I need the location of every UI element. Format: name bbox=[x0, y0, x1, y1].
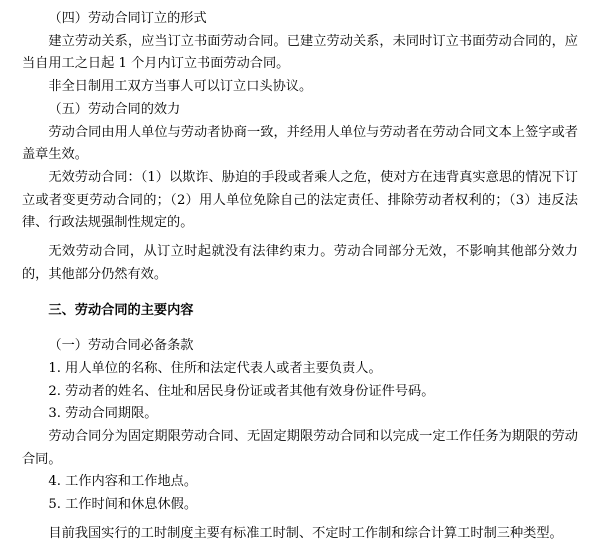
paragraph-section-five-heading: （五）劳动合同的效力 bbox=[48, 101, 181, 117]
paragraph-part-time-oral-agreement: 非全日制用工双方当事人可以订立口头协议。 bbox=[48, 79, 313, 95]
paragraph-subsection-one-heading: （一）劳动合同必备条款 bbox=[48, 338, 194, 354]
paragraph-working-hour-systems: 目前我国实行的工时制度主要有标准工时制、不定时工作制和综合计算工时制三种类型。 bbox=[48, 525, 563, 541]
list-item-employer-info: 1. 用人单位的名称、住所和法定代表人或者主要负责人。 bbox=[48, 360, 382, 376]
list-item-contract-term: 3. 劳动合同期限。 bbox=[48, 406, 158, 422]
spacer-three bbox=[22, 323, 578, 335]
section-heading-three: 三、劳动合同的主要内容 bbox=[48, 303, 194, 319]
list-item-working-hours: 5. 工作时间和休息休假。 bbox=[48, 497, 198, 513]
paragraph-section-four-heading: （四）劳动合同订立的形式 bbox=[48, 11, 207, 26]
list-item-work-content: 4. 工作内容和工作地点。 bbox=[48, 474, 198, 490]
paragraph-invalid-contract-list: 无效劳动合同：（1）以欺诈、胁迫的手段或者乘人之危，使对方在违背真实意思的情况下订立或者变更劳动合同的；（2）用人单位免除自己的法定责任、排除劳动者权利的；（3）违反法律、行政法规强制性规定的。 bbox=[22, 169, 578, 231]
paragraph-invalid-contract-effect: 无效劳动合同，从订立时起就没有法律约束力。劳动合同部分无效，不影响其他部分效力的，其他部分仍然有效。 bbox=[22, 244, 578, 282]
paragraph-contract-term-types: 劳动合同分为固定期限劳动合同、无固定期限劳动合同和以完成一定工作任务为期限的劳动合同。 bbox=[22, 428, 578, 467]
paragraph-written-contract-rule: 建立劳动关系，应当订立书面劳动合同。已建立劳动关系，未同时订立书面劳动合同的，应当自用工之日起 1 个月内订立书面劳动合同。 bbox=[22, 33, 578, 72]
paragraph-contract-effectiveness: 劳动合同由用人单位与劳动者协商一致，并经用人单位与劳动者在劳动合同文本上签字或者盖章生效。 bbox=[22, 124, 578, 163]
list-item-employee-info: 2. 劳动者的姓名、住址和居民身份证或者其他有效身份证件号码。 bbox=[48, 383, 435, 399]
spacer-two bbox=[22, 286, 578, 300]
